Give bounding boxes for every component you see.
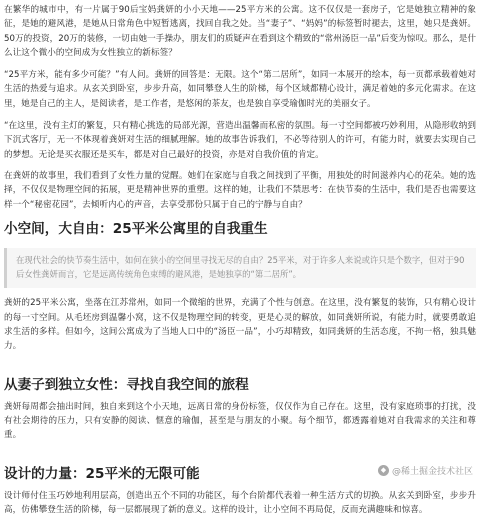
body-paragraph: 设计师付住玉巧妙地利用层高，创造出五个不同的功能区，每个台阶都代表着一种生活方式的切换。从玄关到卧室，步步升高，仿佛攀登生活的阶梯，每一层都展现了新的意义。这样的设计，让小空间不再局促，反而充满趣味和惊喜。 [4,490,476,515]
section-heading: 设计的力量：25平米的无限可能 [4,465,200,482]
section-heading: 从妻子到独立女性：寻找自我空间的旅程 [4,376,249,393]
article-body [4,0,476,517]
watermark [375,463,476,478]
section-heading: 小空间，大自由：25平米公寓里的自我重生 [4,220,268,237]
body-paragraph: 在龚妍的故事里，我们看到了女性力量的觉醒。她们在家庭与自我之间找到了平衡，用独处的时间滋养内心的花朵。她的选择，不仅仅是物理空间的拓展，更是精神世界的重塑。这样的她，让我们不禁思考：在快节奏的生活中，我们是否也需要这样一个“秘密花园”，去倾听内心的声音，去享受那份只属于自己的宁静与自由？ [4,170,476,210]
body-paragraph: 龚妍每周都会抽出时间，独自来到这个小天地，远离日常的身份标签，仅仅作为自己存在。这里，没有家庭琐事的打扰，没有社会期待的压力，只有安静的阅读、惬意的瑜伽，甚至是与朋友的小聚。每个细节，都透露着她对自我需求的关注和尊重。 [4,401,476,441]
body-paragraph: “在这里，没有主灯的繁复，只有精心挑选的局部光源，营造出温馨而私密的氛围。每一寸空间都被巧妙利用，从隐形收纳到下沉式客厅，无一不体现着龚妍对生活的细腻理解。她的故事告诉我们，不必等待别人的许可，有能力时，就要去实现自己的梦想。无论是买衣服还是买车，都是对自己最好的投资，亦是对自我价值的肯定。 [4,121,476,160]
blockquote: 在现代社会的快节奏生活中，如何在狭小的空间里寻找无尽的自由？25平米，对于许多人来说或许只是个数字，但对于90后女性龚妍而言，它是远离传统角色束缚的避风港，是她独享的“第二居所”。 [4,248,476,289]
juejin-logo-icon: ◆ [378,465,389,476]
intro-paragraph: 在繁华的城市中，有一片属于90后宝妈龚妍的小小天地——25平方米的公寓。这不仅仅是一套房子，它是她独立精神的象征，是她的避风港，是她从日常角色中短暂逃离，找回自我之处。当“妻子”、“妈妈”的标签暂时褪去，这里，她只是龚妍。50万的投资，20万的装修，一切由她一手操办，朋友们的质疑声在看到这个精致的“常州汤臣一品”后变为惊叹。那么，是什么让这个微小的空间成为女性独立的新标签？ [4,5,476,58]
watermark-text: @稀土掘金技术社区 [391,467,473,477]
body-paragraph: 龚妍的25平米公寓，坐落在江苏常州，如同一个微缩的世界，充满了个性与创意。在这里，没有繁复的装饰，只有精心设计的每一寸空间。从毛坯房到温馨小窝，这不仅是物理空间的转变，更是心灵的解放，如同龚妍所说，有能力时，就要勇敢追求生活的多样。但如今，这间公寓成为了当地人口中的“汤臣一品”，小巧却精致，如同龚妍的生活态度，不拘一格，独具魅力。 [4,298,476,352]
body-paragraph: “25平方米，能有多少可能？”有人问。龚妍的回答是：无限。这个“第二居所”，如同一本展开的绘本，每一页都承载着她对生活的热爱与追求。从玄关到卧室，步步升高，如同攀登人生的阶梯，每个区域都精心设计，满足着她的多元化需求。在这里，她是自己的主人，是阅读者，是工作者，是悠闲的茶友，也是独自享受瑜伽时光的美丽女子。 [4,70,476,109]
